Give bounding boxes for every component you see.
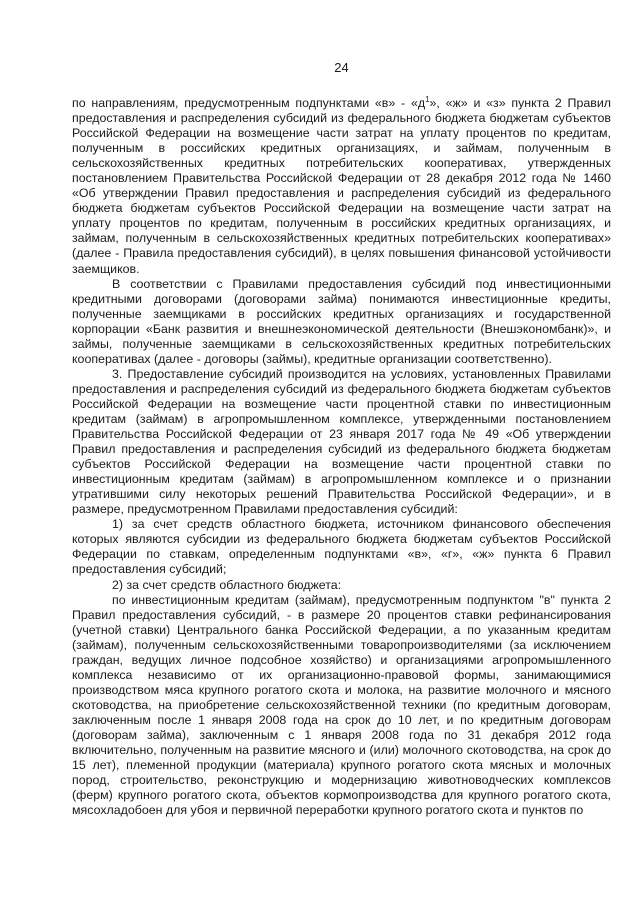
- document-body: [72, 96, 611, 818]
- paragraph-6: по инвестиционным кредитам (займам), предусмотренным подпунктом "в" пункта 2 Правил предоставления субсидий, - в размере 20 процентов ставки рефинансирования (учетной ставки) Центрального банка Российской Федерации, а по указанным кредитам (займам), полученным сельскохозяйственными товаропроизводителями (за исключением граждан, ведущих личное подсобное хозяйство) и организациями агропромышленного комплекса независимо от их организационно-правовой формы, занимающимися производством мяса крупного рогатого скота и молока, на развитие молочного и мясного скотоводства, на приобретение сельскохозяйственной техники (по кредитным договорам, заключенным после 1 января 2008 года на срок до 10 лет, и по кредитным договорам (договорам займа), заключенным с 1 января 2008 года по 31 декабря 2012 года включительно, полученным на развитие мясного и (или) молочного скотоводства, на срок до 15 лет), племенной продукции (материала) крупного рогатого скота мясных и молочных пород, строительство, реконструкцию и модернизацию животноводческих комплексов (ферм) крупного рогатого скота, объектов кормопроизводства для крупного рогатого скота, мясохладобоен для убоя и первичной переработки крупного рогатого скота и пунктов по: [72, 592, 611, 818]
- paragraph-3: 3. Предоставление субсидий производится на условиях, установленных Правилами предоставления и распределения субсидий из федерального бюджета бюджетам субъектов Российской Федерации на возмещение части процентной ставки по инвестиционным кредитам (займам) в агропромышленном комплексе, утвержденными постановлением Правительства Российской Федерации от 23 января 2017 года № 49 «Об утверждении Правил предоставления и распределения субсидий из федерального бюджета бюджетам субъектов Российской Федерации на возмещение части процентной ставки по инвестиционным кредитам (займам) в агропромышленном комплексе и о признании утратившими силу некоторых решений Правительства Российской Федерации», и в размере, предусмотренном Правилами предоставления субсидий:: [72, 366, 611, 517]
- paragraph-1: по направлениям, предусмотренным подпунктами «в» - «$д^1$», «ж» и «з» пункта 2 Правил предоставления и распределения субсидий из федерального бюджета бюджетам субъектов Российской Федерации на возмещение части затрат на уплату процентов по кредитам, полученным в российских кредитных организациях, и займам, полученным в сельскохозяйственных кредитных потребительских кооперативах, утвержденных постановлением Правительства Российской Федерации от 28 декабря 2012 года № 1460 «Об утверждении Правил предоставления и распределения субсидий из федерального бюджета бюджетам субъектов Российской Федерации на возмещение части затрат на уплату процентов по кредитам, полученным в российских кредитных организациях, и займам, полученным в сельскохозяйственных кредитных потребительских кооперативах» (далее - Правила предоставления субсидий), в целях повышения финансовой устойчивости заемщиков.: [72, 94, 611, 276]
- paragraph-2: В соответствии с Правилами предоставления субсидий под инвестиционными кредитными договорами (договорами займа) понимаются инвестиционные кредиты, полученные заемщиками в российских кредитных организациях и государственной корпорации «Банк развития и внешнеэкономической деятельности (Внешэкономбанк)», и займы, полученные заемщиками в сельскохозяйственных кредитных потребительских кооперативах (далее - договоры (займы), кредитные организации соответственно).: [72, 276, 611, 366]
- superscript: 1: [425, 94, 430, 104]
- paragraph-5: 2) за счет средств областного бюджета:: [112, 577, 342, 592]
- page-number: 24: [334, 60, 349, 75]
- paragraph-4: 1) за счет средств областного бюджета, источником финансового обеспечения которых являются субсидии из федерального бюджета бюджетам субъектов Российской Федерации по ставкам, определенным подпунктами «в», «г», «ж» пункта 6 Правил предоставления субсидий;: [72, 517, 611, 577]
